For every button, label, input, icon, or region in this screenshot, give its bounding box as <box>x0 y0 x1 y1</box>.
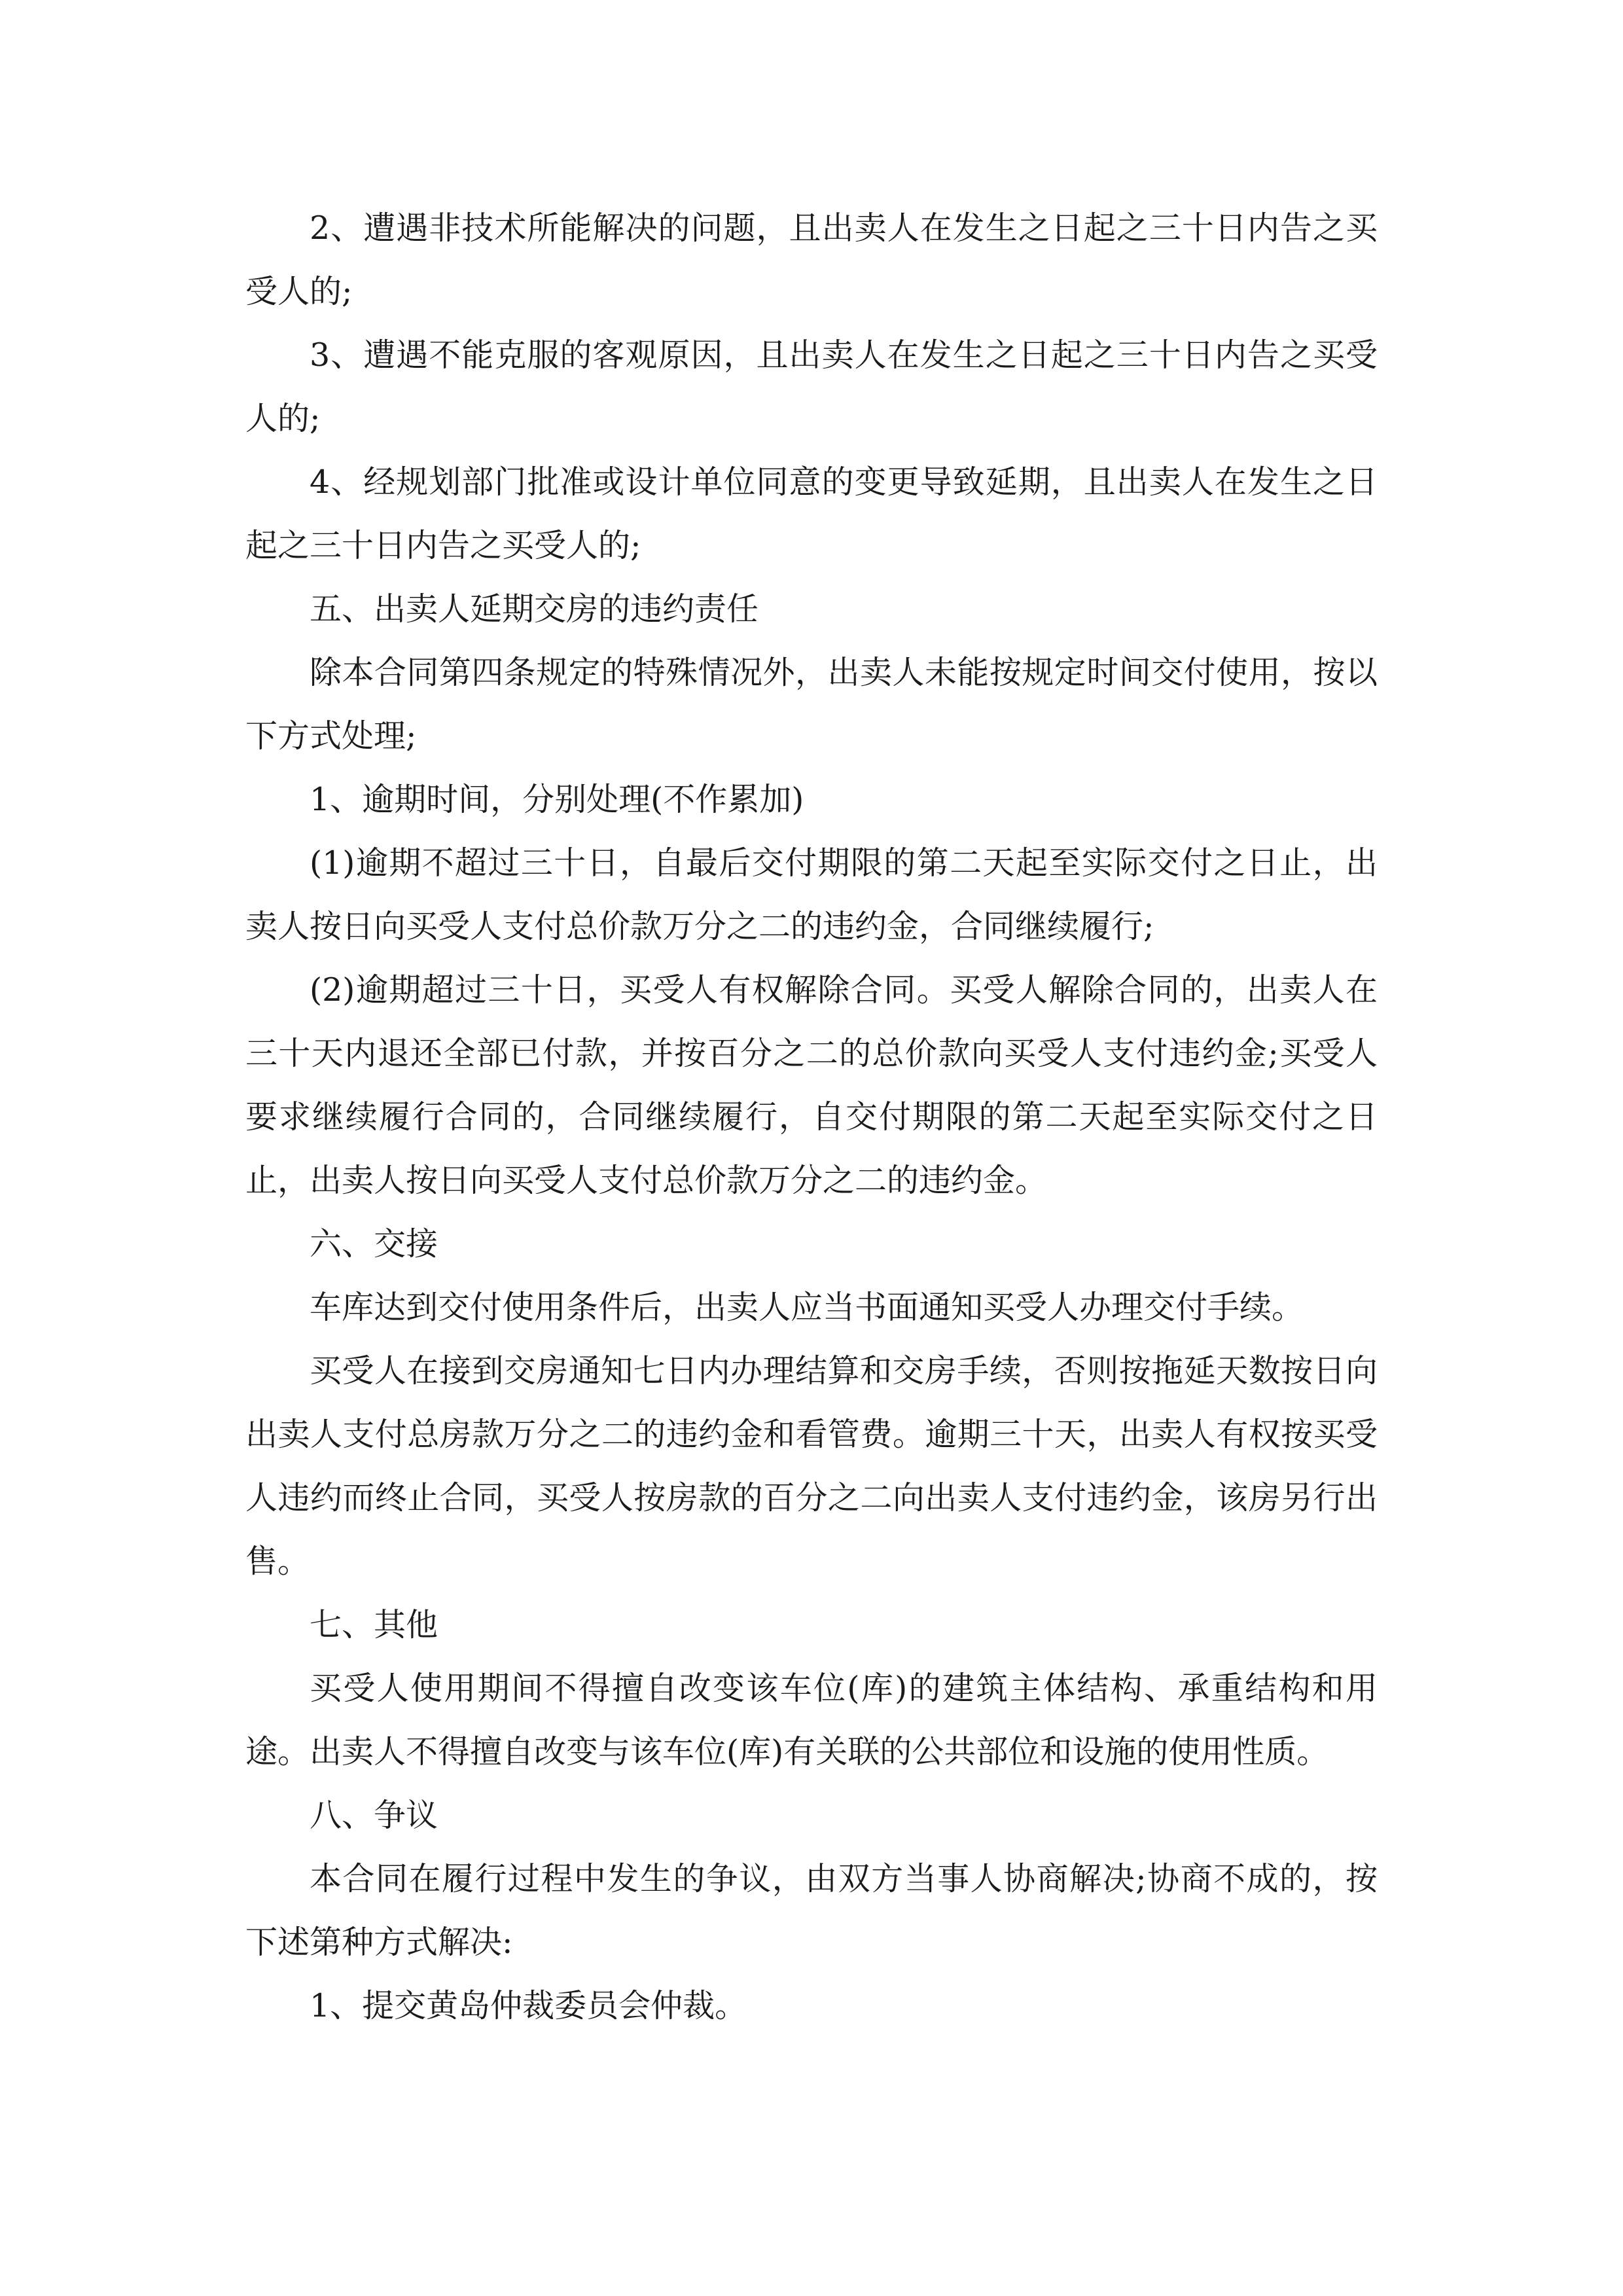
paragraph-overdue: 1、逾期时间，分别处理(不作累加) <box>310 781 804 818</box>
paragraph-arbitration: 1、提交黄岛仲裁委员会仲裁。 <box>310 1987 747 2024</box>
section-heading-6: 六、交接 <box>310 1225 438 1263</box>
section-heading-7: 七、其他 <box>310 1606 438 1643</box>
paragraph-overdue-2: (2)逾期超过三十日，买受人有权解除合同。买受人解除合同的，出卖人在三十天内退还全部已付款，并按百分之二的总价款向买受人支付违约金;买受人要求继续履行合同的，合同继续履行，自交付期限的第二天起至实际交付之日止，出卖人按日向买受人支付总价款万分之二的违约金。 <box>245 971 1378 1199</box>
section-heading-8: 八、争议 <box>310 1797 438 1834</box>
paragraph-item-2: 2、遭遇非技术所能解决的问题，且出卖人在发生之日起之三十日内告之买受人的; <box>245 209 1378 310</box>
paragraph-handover-notice: 车库达到交付使用条件后，出卖人应当书面通知买受人办理交付手续。 <box>310 1289 1304 1326</box>
paragraph-handover-terms: 买受人在接到交房通知七日内办理结算和交房手续，否则按拖延天数按日向出卖人支付总房款万分之二的违约金和看管费。逾期三十天，出卖人有权按买受人违约而终止合同，买受人按房款的百分之二向出卖人支付违约金，该房另行出售。 <box>245 1352 1378 1580</box>
paragraph-item-4: 4、经规划部门批准或设计单位同意的变更导致延期，且出卖人在发生之日起之三十日内告之买受人的; <box>245 463 1378 564</box>
document-body <box>245 196 1378 2037</box>
paragraph-overdue-1: (1)逾期不超过三十日，自最后交付期限的第二天起至实际交付之日止，出卖人按日向买受人支付总价款万分之二的违约金，合同继续履行; <box>245 844 1378 945</box>
paragraph-dispute: 本合同在履行过程中发生的争议，由双方当事人协商解决;协商不成的，按下述第种方式解决: <box>245 1860 1378 1961</box>
paragraph-item-3: 3、遭遇不能克服的客观原因，且出卖人在发生之日起之三十日内告之买受人的; <box>245 336 1378 437</box>
paragraph-intro: 除本合同第四条规定的特殊情况外，出卖人未能按规定时间交付使用，按以下方式处理; <box>245 654 1378 755</box>
section-heading-5: 五、出卖人延期交房的违约责任 <box>310 590 759 628</box>
paragraph-other: 买受人使用期间不得擅自改变该车位(库)的建筑主体结构、承重结构和用途。出卖人不得擅自改变与该车位(库)有关联的公共部位和设施的使用性质。 <box>245 1670 1378 1770</box>
